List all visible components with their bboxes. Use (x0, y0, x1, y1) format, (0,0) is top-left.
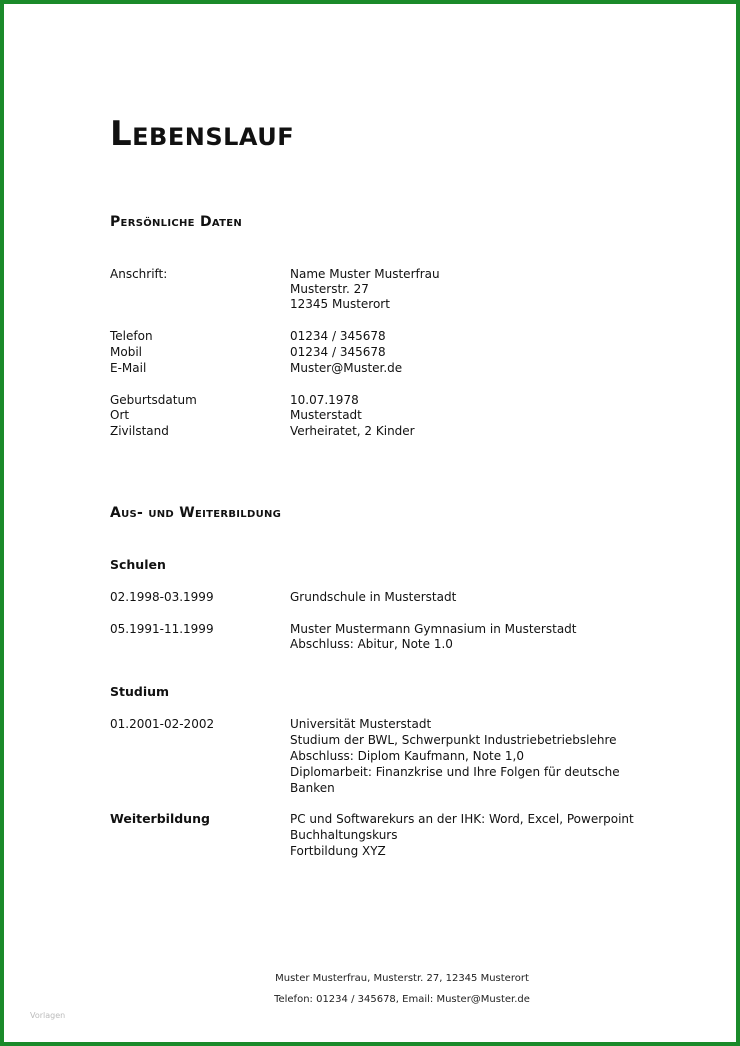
phone-label: Telefon (110, 329, 153, 343)
email-label: E-Mail (110, 361, 147, 375)
birth-value: 10.07.1978 (290, 393, 359, 407)
further-line: PC und Softwarekurs an der IHK: Word, Excel, Powerpoint (290, 812, 634, 826)
education-heading: Aus- und Weiterbildung (110, 505, 282, 521)
status-label: Zivilstand (110, 424, 169, 438)
place-label: Ort (110, 408, 130, 422)
phone-value: 01234 / 345678 (290, 329, 386, 343)
study-line: Abschluss: Diplom Kaufmann, Note 1,0 (290, 749, 524, 763)
address-line: 12345 Musterort (290, 297, 390, 311)
school-period: 05.1991-11.1999 (110, 622, 214, 636)
schools-heading: Schulen (110, 557, 166, 572)
further-line: Fortbildung XYZ (290, 844, 386, 858)
personal-heading: Persönliche Daten (110, 214, 243, 230)
further-line: Buchhaltungskurs (290, 828, 398, 842)
birth-label: Geburtsdatum (110, 393, 197, 407)
address-line: Name Muster Musterfrau (290, 267, 440, 281)
address-line: Musterstr. 27 (290, 282, 369, 296)
place-value: Musterstadt (290, 408, 362, 422)
further-heading: Weiterbildung (110, 811, 210, 826)
document-title: Lebenslauf (110, 114, 295, 154)
school-line: Abschluss: Abitur, Note 1.0 (290, 637, 453, 651)
email-value: Muster@Muster.de (290, 361, 403, 375)
school-line: Grundschule in Musterstadt (290, 590, 457, 604)
watermark: Vorlagen (30, 1011, 66, 1020)
footer-contact: Telefon: 01234 / 345678, Email: Muster@Muster.de (274, 994, 530, 1005)
study-line: Banken (290, 781, 335, 795)
study-period: 01.2001-02-2002 (110, 717, 215, 731)
study-line: Studium der BWL, Schwerpunkt Industriebetriebslehre (290, 733, 617, 747)
study-line: Diplomarbeit: Finanzkrise und Ihre Folgen für deutsche (290, 765, 620, 779)
mobile-value: 01234 / 345678 (290, 345, 386, 359)
school-period: 02.1998-03.1999 (110, 590, 214, 604)
mobile-label: Mobil (110, 345, 142, 359)
school-line: Muster Mustermann Gymnasium in Musterstadt (290, 622, 577, 636)
study-line: Universität Musterstadt (290, 717, 432, 731)
status-value: Verheiratet, 2 Kinder (290, 424, 415, 438)
footer-address: Muster Musterfrau, Musterstr. 27, 12345 Musterort (275, 973, 529, 984)
address-label: Anschrift: (110, 267, 168, 281)
studies-heading: Studium (110, 684, 170, 699)
